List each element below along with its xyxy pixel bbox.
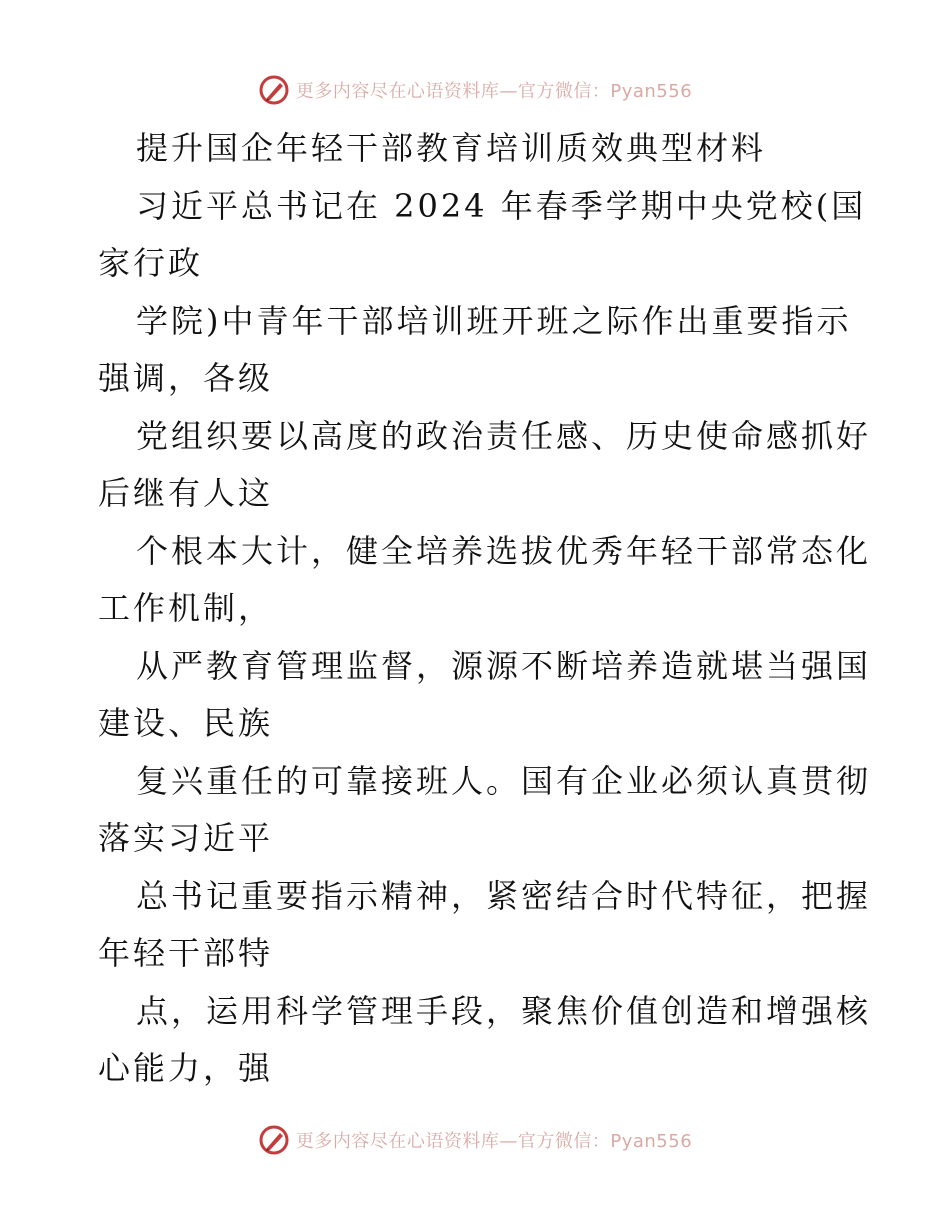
header-watermark bbox=[0, 70, 950, 110]
text-line: 工作机制， bbox=[98, 589, 274, 627]
text-line: 总书记重要指示精神，紧密结合时代特征，把握 bbox=[136, 876, 872, 915]
footer-watermark bbox=[0, 1120, 950, 1160]
dash: — bbox=[499, 1131, 518, 1152]
dash: — bbox=[499, 81, 518, 102]
text-line: 学院)中青年干部培训班开班之际作出重要指示 bbox=[136, 301, 852, 340]
text-line: 复兴重任的可靠接班人。国有企业必须认真贯彻 bbox=[136, 761, 872, 800]
pen-logo-icon bbox=[258, 1124, 290, 1156]
text-line: 心能力，强 bbox=[98, 1049, 274, 1087]
pen-logo-icon bbox=[258, 74, 290, 106]
document-title: 提升国企年轻干部教育培训质效典型材料 bbox=[136, 129, 767, 167]
text-line: 习近平总书记在 2024 年春季学期中央党校(国 bbox=[136, 186, 867, 225]
watermark-text bbox=[296, 1127, 692, 1153]
text-line: 强调，各级 bbox=[98, 359, 274, 397]
document-body bbox=[98, 120, 872, 1098]
text-line: 后继有人这 bbox=[98, 474, 274, 512]
text-line: 落实习近平 bbox=[98, 819, 274, 857]
text-line: 党组织要以高度的政治责任感、历史使命感抓好 bbox=[136, 416, 872, 455]
text-line: 家行政 bbox=[98, 244, 204, 282]
site-name: 更多内容尽在心语资料库 bbox=[295, 81, 500, 102]
watermark-text bbox=[296, 77, 692, 103]
wechat-id: 官方微信：Pyan556 bbox=[517, 81, 693, 102]
text-line: 建设、民族 bbox=[98, 704, 274, 742]
text-line: 个根本大计，健全培养选拔优秀年轻干部常态化 bbox=[136, 531, 872, 570]
text-line: 点，运用科学管理手段，聚焦价值创造和增强核 bbox=[136, 991, 872, 1030]
site-name: 更多内容尽在心语资料库 bbox=[295, 1131, 500, 1152]
text-line: 年轻干部特 bbox=[98, 934, 274, 972]
wechat-id: 官方微信：Pyan556 bbox=[517, 1131, 693, 1152]
text-line: 从严教育管理监督，源源不断培养造就堪当强国 bbox=[136, 646, 872, 685]
